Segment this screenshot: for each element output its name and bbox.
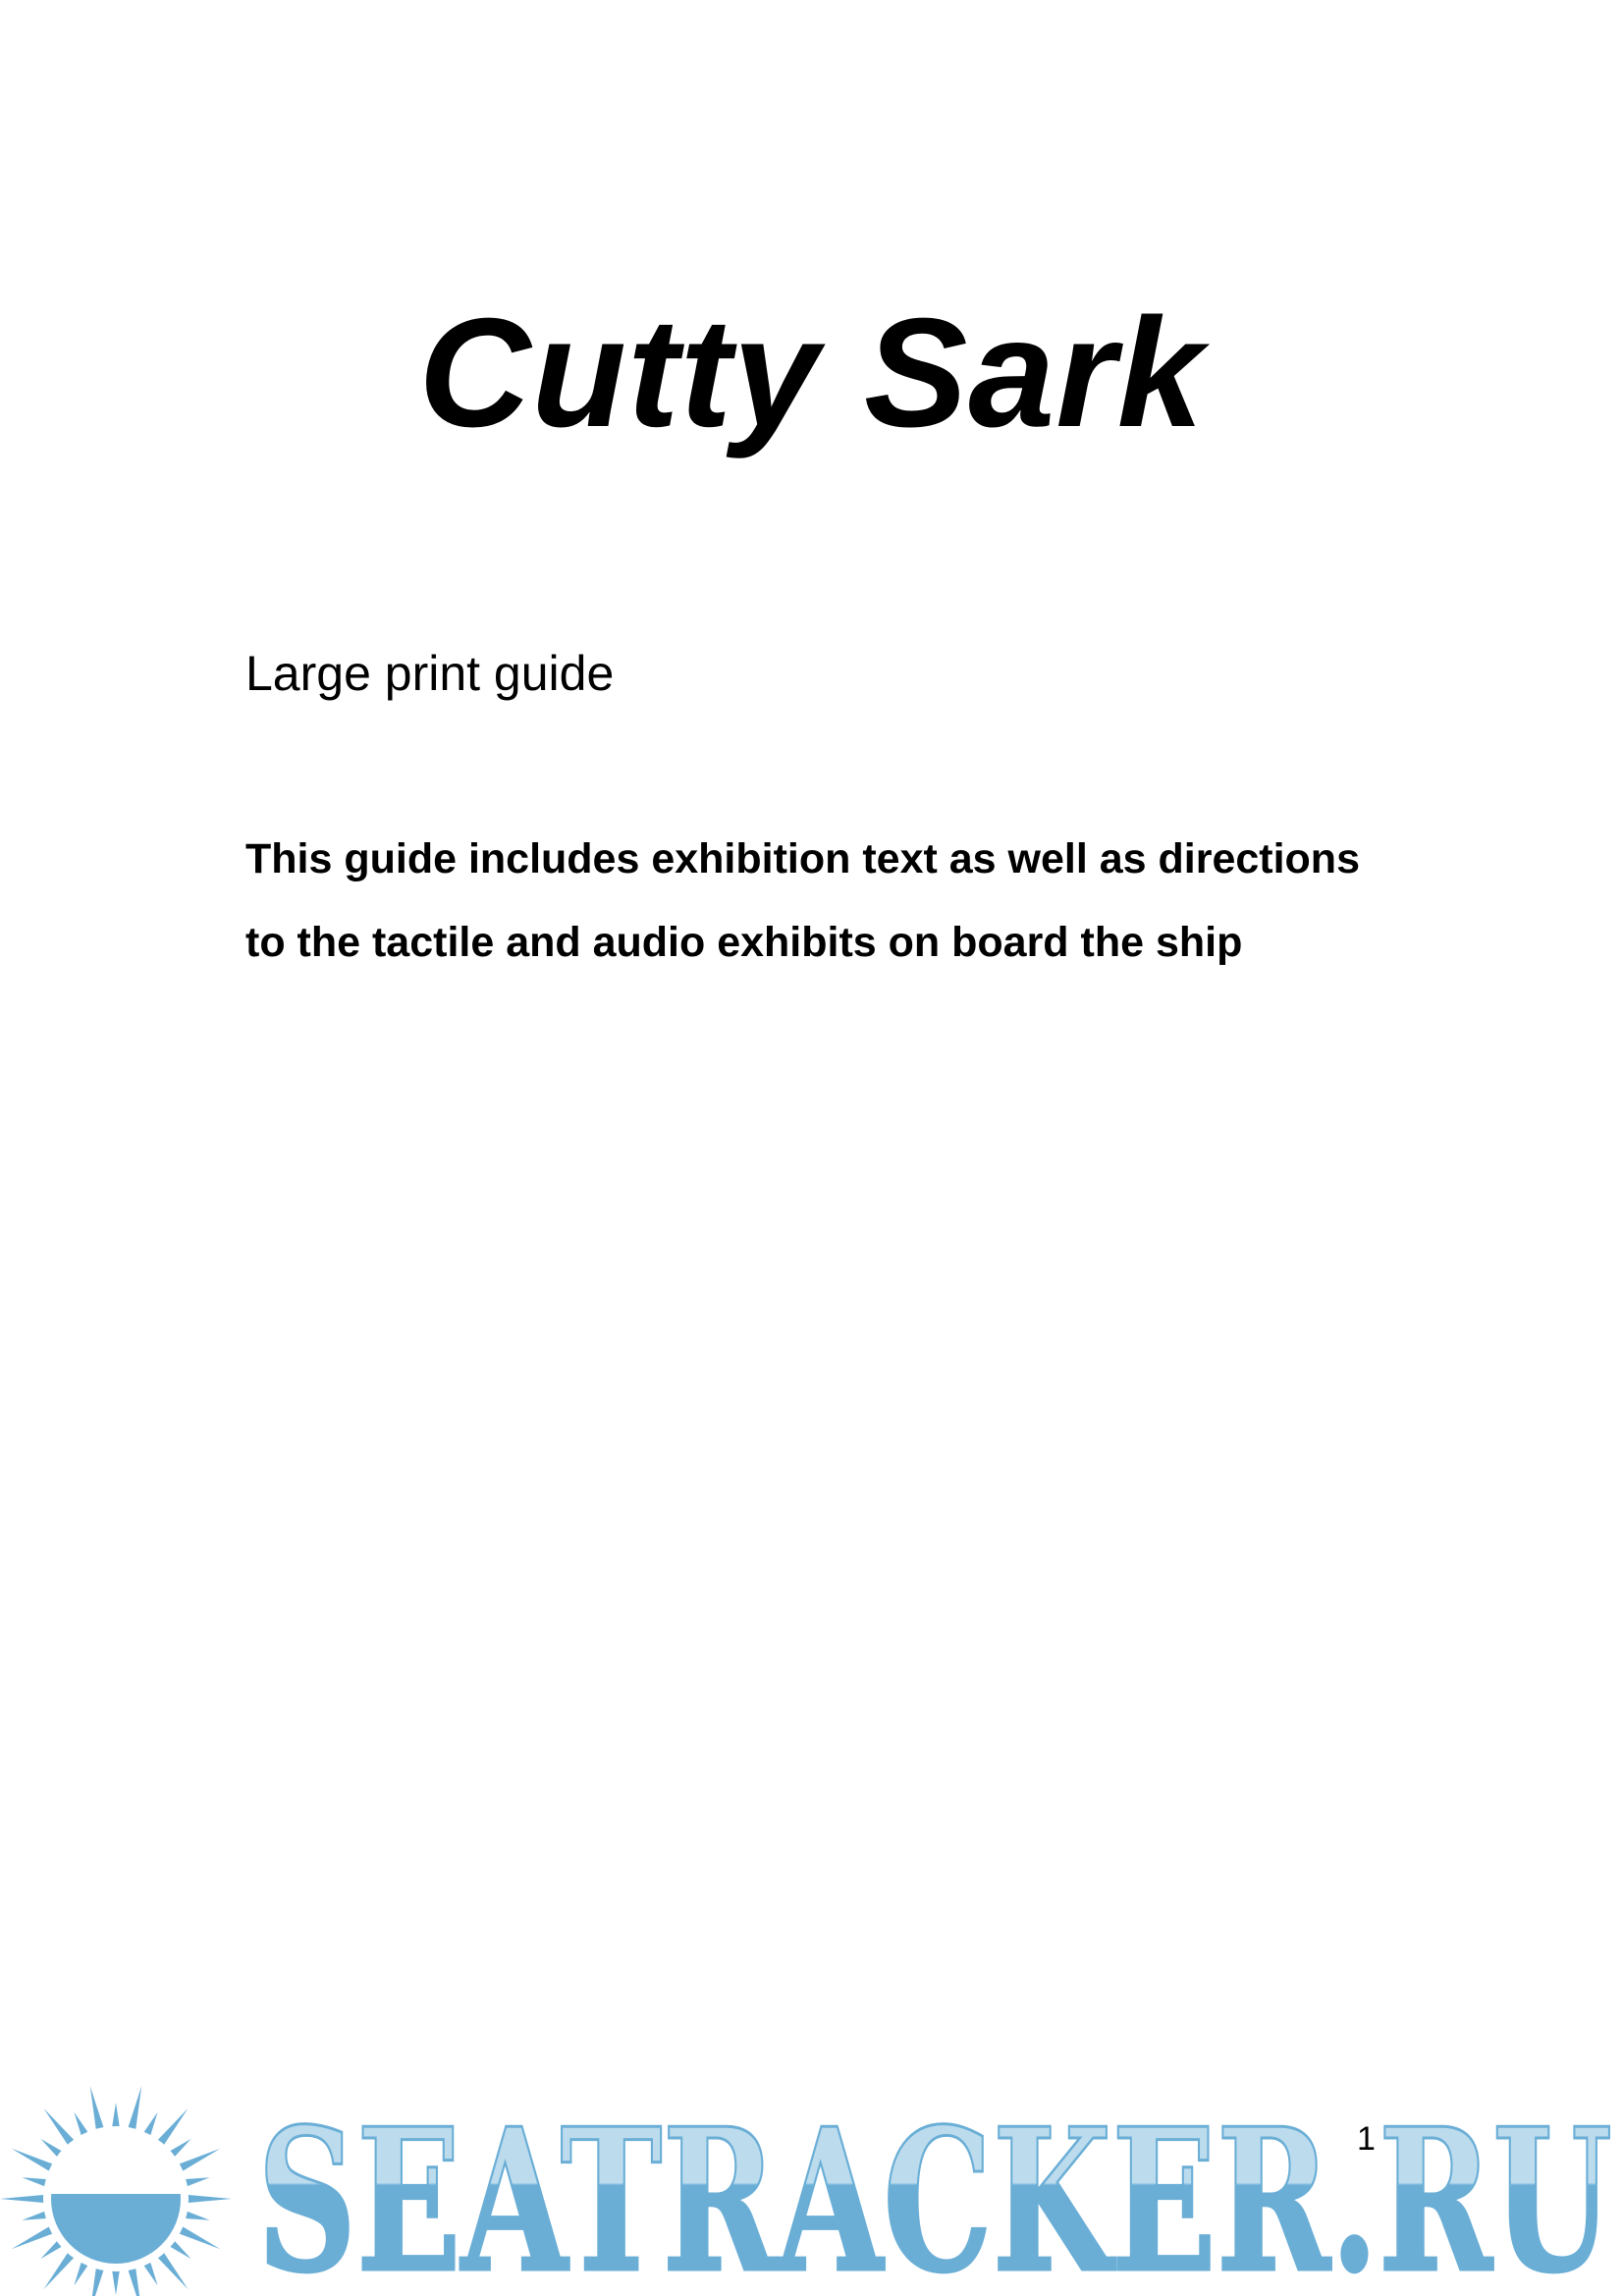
sun-ray [90,2086,105,2133]
svg-text:SEATRACKER.RU: SEATRACKER.RU [257,2086,1612,2296]
sun-ray [12,2149,56,2173]
sun-ray [12,2224,56,2249]
sun-icon [0,2086,232,2296]
sun-ray [185,2195,232,2204]
document-subtitle: Large print guide [245,646,615,701]
seatracker-watermark [0,2052,1623,2296]
sun-ray [112,2268,121,2295]
sun-ray [176,2149,220,2173]
document-title: Cutty Sark [418,287,1205,459]
sun-ray [112,2103,121,2130]
sun-ray [176,2224,220,2249]
sun-ray [127,2086,141,2133]
intro-paragraph: This guide includes exhibition text as well as directions to the tactile and audio exhibits on board the ship [245,835,1360,966]
page-number: 1 [1357,2120,1376,2158]
sun-ray [0,2195,47,2204]
